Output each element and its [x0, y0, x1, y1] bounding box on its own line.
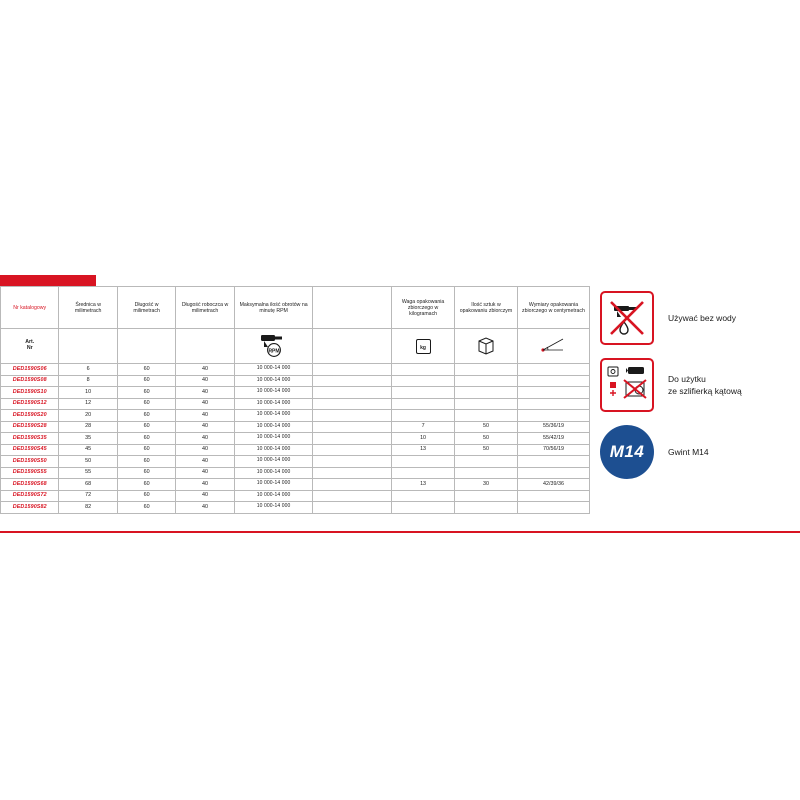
cell-length — [117, 479, 175, 491]
cell-quantity — [455, 410, 518, 422]
cell-dimensions-text: 55/36/19 — [542, 423, 564, 430]
cell-weight — [392, 421, 455, 433]
cell-dimensions-text: 70/56/19 — [542, 446, 564, 453]
info-label-angle-grinder-line2: ze szlifierką kątową — [668, 386, 742, 396]
cell-quantity — [455, 490, 518, 502]
art-nr-line2: Nr — [26, 345, 33, 351]
cell-weight — [392, 479, 455, 491]
cell-diameter-text: 45 — [85, 446, 92, 453]
cell-length — [117, 364, 175, 376]
m14-badge-text: M14 — [609, 442, 645, 461]
cell-length — [117, 502, 175, 514]
cell-rpm — [234, 421, 313, 433]
cell-catalog-no — [1, 421, 59, 433]
cell-working-length-text: 40 — [202, 446, 209, 453]
cell-diameter — [59, 467, 117, 479]
cell-blank — [313, 479, 392, 491]
cell-dimensions-text: 55/42/19 — [542, 434, 564, 441]
cell-length — [117, 421, 175, 433]
cell-catalog-no — [1, 398, 59, 410]
cell-quantity — [455, 398, 518, 410]
cell-dimensions — [517, 467, 589, 479]
angle-grinder-icon — [600, 358, 654, 412]
cell-rpm-text: 10 000-14 000 — [256, 480, 291, 487]
cell-length-text: 60 — [143, 377, 150, 384]
cell-length-text: 60 — [143, 469, 150, 476]
cell-rpm — [234, 479, 313, 491]
cell-working-length — [176, 387, 234, 399]
info-item-angle-grinder — [600, 358, 800, 412]
cell-dimensions-text: 42/39/36 — [542, 480, 564, 487]
kg-weight-icon — [392, 329, 455, 364]
cell-length — [117, 456, 175, 468]
cell-quantity-text: 50 — [483, 446, 489, 453]
kg-badge-glyph: kg — [416, 339, 431, 354]
cell-rpm-text: 10 000-14 000 — [256, 503, 291, 510]
cell-blank — [313, 387, 392, 399]
m14-thread-badge — [600, 425, 654, 479]
cell-working-length-text: 40 — [202, 365, 209, 372]
cell-blank — [313, 375, 392, 387]
cell-catalog-no-text: DED1590S55 — [12, 469, 47, 476]
cell-blank — [313, 502, 392, 514]
cell-working-length — [176, 421, 234, 433]
info-label-angle-grinder-line1: Do użytku — [668, 373, 706, 384]
cell-catalog-no-text: DED1590S45 — [12, 446, 47, 453]
cell-diameter — [59, 433, 117, 445]
cell-catalog-no — [1, 490, 59, 502]
spec-sheet — [0, 275, 800, 535]
cell-dimensions — [517, 444, 589, 456]
cell-diameter-text: 8 — [86, 377, 90, 384]
top-bar-white-gap — [96, 275, 800, 286]
info-label-no-water: Używać bez wody — [668, 312, 737, 323]
cell-diameter — [59, 502, 117, 514]
cell-length-text: 60 — [143, 434, 150, 441]
cell-blank — [313, 444, 392, 456]
table-row — [1, 387, 590, 399]
cell-rpm — [234, 444, 313, 456]
cell-catalog-no-text: DED1590S12 — [12, 400, 47, 407]
cell-weight — [392, 398, 455, 410]
cell-catalog-no — [1, 502, 59, 514]
cell-length-text: 60 — [143, 423, 150, 430]
col-header-weight: Waga opakowania zbiorczego w kilogramach — [392, 287, 455, 329]
cell-length — [117, 444, 175, 456]
col-header-quantity: Ilość sztuk w opakowaniu zbiorczym — [455, 287, 518, 329]
cell-catalog-no-text: DED1590S28 — [12, 423, 47, 430]
cell-length-text: 60 — [143, 457, 150, 464]
cell-dimensions — [517, 375, 589, 387]
header-icon-cell-length — [117, 329, 175, 364]
cell-working-length-text: 40 — [202, 411, 209, 418]
cell-quantity-text: 50 — [483, 423, 489, 430]
cell-working-length — [176, 502, 234, 514]
cell-working-length-text: 40 — [202, 377, 209, 384]
cell-quantity — [455, 421, 518, 433]
cell-weight — [392, 456, 455, 468]
cell-catalog-no-text: DED1590S35 — [12, 434, 47, 441]
table-row — [1, 502, 590, 514]
cell-length — [117, 433, 175, 445]
cell-working-length — [176, 410, 234, 422]
col-header-dimensions: Wymiary opakowania zbiorczego w centymetrach — [517, 287, 589, 329]
cell-working-length — [176, 364, 234, 376]
cell-weight-text: 10 — [420, 434, 427, 441]
cell-catalog-no-text: DED1590S08 — [12, 377, 47, 384]
cell-weight — [392, 364, 455, 376]
cell-rpm-text: 10 000-14 000 — [256, 411, 291, 418]
cell-rpm-text: 10 000-14 000 — [256, 491, 291, 498]
cell-dimensions — [517, 479, 589, 491]
cell-dimensions — [517, 502, 589, 514]
cell-catalog-no — [1, 364, 59, 376]
cell-quantity — [455, 375, 518, 387]
cell-rpm-text: 10 000-14 000 — [256, 399, 291, 406]
table-header-icon-row — [1, 329, 590, 364]
cell-diameter-text: 35 — [85, 434, 92, 441]
cell-catalog-no — [1, 467, 59, 479]
cell-catalog-no — [1, 479, 59, 491]
cell-diameter — [59, 421, 117, 433]
cell-working-length-text: 40 — [202, 469, 209, 476]
cell-dimensions — [517, 490, 589, 502]
cell-diameter — [59, 364, 117, 376]
table-row — [1, 364, 590, 376]
cell-working-length-text: 40 — [202, 423, 209, 430]
header-icon-cell-working-length — [176, 329, 234, 364]
col-header-diameter: Średnica w milimetrach — [59, 287, 117, 329]
info-item-m14-thread — [600, 425, 800, 479]
cell-length — [117, 375, 175, 387]
cell-weight — [392, 467, 455, 479]
table-row — [1, 421, 590, 433]
carton-box-icon — [455, 329, 518, 364]
cell-quantity — [455, 364, 518, 376]
cell-diameter-text: 55 — [85, 469, 92, 476]
cell-quantity — [455, 444, 518, 456]
cell-diameter-text: 6 — [86, 365, 90, 372]
cell-rpm — [234, 502, 313, 514]
col-header-blank — [313, 287, 392, 329]
info-label-m14: Gwint M14 — [668, 446, 709, 457]
cell-catalog-no — [1, 444, 59, 456]
rpm-drill-icon — [234, 329, 313, 364]
table-row — [1, 456, 590, 468]
cell-working-length-text: 40 — [202, 457, 209, 464]
cell-working-length — [176, 490, 234, 502]
table-row — [1, 490, 590, 502]
cell-rpm — [234, 433, 313, 445]
col-header-catalog-no: Nr katalogowy — [1, 287, 59, 329]
info-panel — [600, 291, 800, 492]
bottom-red-rule — [0, 531, 800, 533]
table-row — [1, 433, 590, 445]
cell-rpm-text: 10 000-14 000 — [256, 445, 291, 452]
cell-weight — [392, 410, 455, 422]
cell-working-length — [176, 456, 234, 468]
header-icon-cell-blank — [313, 329, 392, 364]
cell-weight-text: 13 — [420, 480, 427, 487]
cell-length — [117, 387, 175, 399]
table-row — [1, 479, 590, 491]
cell-working-length-text: 40 — [202, 492, 209, 499]
cell-quantity — [455, 387, 518, 399]
cell-weight-text: 13 — [420, 446, 427, 453]
cell-catalog-no — [1, 375, 59, 387]
cell-rpm — [234, 456, 313, 468]
info-item-no-water — [600, 291, 800, 345]
cell-working-length-text: 40 — [202, 503, 209, 510]
cell-weight — [392, 375, 455, 387]
cell-catalog-no-text: DED1590S68 — [12, 480, 47, 487]
cell-quantity — [455, 433, 518, 445]
cell-quantity-text: 50 — [483, 434, 489, 441]
cell-length-text: 60 — [143, 388, 150, 395]
spec-table-wrapper — [0, 286, 590, 514]
cell-dimensions — [517, 398, 589, 410]
cell-rpm-text: 10 000-14 000 — [256, 388, 291, 395]
art-nr-line1: Art. — [25, 339, 35, 346]
cell-blank — [313, 410, 392, 422]
cell-length — [117, 410, 175, 422]
cell-working-length — [176, 444, 234, 456]
cell-rpm-text: 10 000-14 000 — [256, 457, 291, 464]
cell-weight — [392, 387, 455, 399]
cell-rpm-text: 10 000-14 000 — [256, 422, 291, 429]
table-row — [1, 375, 590, 387]
cell-catalog-no-text: DED1590S10 — [12, 388, 47, 395]
cell-catalog-no-text: DED1590S50 — [12, 457, 47, 464]
cell-diameter-text: 72 — [85, 492, 92, 499]
cell-working-length — [176, 375, 234, 387]
cell-diameter-text: 12 — [85, 400, 92, 407]
cell-rpm-text: 10 000-14 000 — [256, 376, 291, 383]
cell-rpm — [234, 364, 313, 376]
cell-diameter-text: 20 — [85, 411, 92, 418]
table-header-text-row — [1, 287, 590, 329]
cell-length — [117, 467, 175, 479]
cell-quantity — [455, 467, 518, 479]
cell-length-text: 60 — [143, 446, 150, 453]
cell-diameter — [59, 410, 117, 422]
svg-text:RPM: RPM — [268, 347, 280, 354]
cell-diameter — [59, 490, 117, 502]
cell-weight — [392, 490, 455, 502]
table-row — [1, 398, 590, 410]
cell-catalog-no — [1, 433, 59, 445]
cell-rpm — [234, 398, 313, 410]
cell-rpm — [234, 490, 313, 502]
cell-rpm — [234, 387, 313, 399]
header-icon-cell-diameter — [59, 329, 117, 364]
table-row — [1, 467, 590, 479]
cell-weight — [392, 444, 455, 456]
cell-diameter-text: 10 — [85, 388, 92, 395]
cell-diameter-text: 82 — [85, 503, 92, 510]
cell-catalog-no-text: DED1590S06 — [12, 365, 47, 372]
col-header-working-length: Długość roboczca w milimetrach — [176, 287, 234, 329]
cell-dimensions — [517, 410, 589, 422]
col-header-rpm: Maksymalna ilość obrotów na minutę RPM — [234, 287, 313, 329]
cell-diameter — [59, 456, 117, 468]
spec-table — [0, 286, 590, 514]
no-water-icon — [600, 291, 654, 345]
cell-dimensions — [517, 456, 589, 468]
cell-diameter-text: 68 — [85, 480, 92, 487]
cell-length-text: 60 — [143, 365, 150, 372]
cell-dimensions — [517, 364, 589, 376]
cell-working-length-text: 40 — [202, 400, 209, 407]
cell-diameter — [59, 387, 117, 399]
spec-table-body — [1, 364, 590, 514]
cell-working-length-text: 40 — [202, 434, 209, 441]
cell-length-text: 60 — [143, 480, 150, 487]
cell-weight — [392, 502, 455, 514]
art-nr-label — [1, 329, 59, 364]
cell-blank — [313, 398, 392, 410]
cell-blank — [313, 433, 392, 445]
cell-blank — [313, 456, 392, 468]
cell-quantity-text: 30 — [483, 480, 489, 487]
cell-working-length — [176, 479, 234, 491]
cell-quantity — [455, 456, 518, 468]
col-header-length: Długość w milimetrach — [117, 287, 175, 329]
cell-weight-text: 7 — [421, 423, 425, 430]
cell-diameter — [59, 479, 117, 491]
cell-rpm — [234, 467, 313, 479]
cell-dimensions — [517, 421, 589, 433]
cell-catalog-no-text: DED1590S20 — [12, 411, 47, 418]
cell-length — [117, 490, 175, 502]
cell-rpm — [234, 375, 313, 387]
cell-blank — [313, 490, 392, 502]
cell-diameter-text: 28 — [85, 423, 92, 430]
cell-blank — [313, 421, 392, 433]
cell-rpm — [234, 410, 313, 422]
cell-catalog-no-text: DED1590S72 — [12, 492, 47, 499]
cell-length — [117, 398, 175, 410]
cell-catalog-no — [1, 410, 59, 422]
cell-diameter-text: 50 — [85, 457, 92, 464]
cell-quantity — [455, 502, 518, 514]
cell-dimensions — [517, 433, 589, 445]
cell-length-text: 60 — [143, 492, 150, 499]
cell-rpm-text: 10 000-14 000 — [256, 365, 291, 372]
cell-length-text: 60 — [143, 503, 150, 510]
cell-working-length — [176, 398, 234, 410]
cell-quantity — [455, 479, 518, 491]
cell-catalog-no — [1, 387, 59, 399]
cell-working-length-text: 40 — [202, 388, 209, 395]
dimensions-icon — [517, 329, 589, 364]
cell-working-length — [176, 433, 234, 445]
cell-diameter — [59, 375, 117, 387]
cell-catalog-no — [1, 456, 59, 468]
cell-length-text: 60 — [143, 400, 150, 407]
cell-weight — [392, 433, 455, 445]
cell-rpm-text: 10 000-14 000 — [256, 434, 291, 441]
table-row — [1, 410, 590, 422]
info-label-angle-grinder — [668, 373, 742, 398]
cell-rpm-text: 10 000-14 000 — [256, 468, 291, 475]
cell-catalog-no-text: DED1590S82 — [12, 503, 47, 510]
cell-blank — [313, 467, 392, 479]
cell-working-length-text: 40 — [202, 480, 209, 487]
table-row — [1, 444, 590, 456]
cell-working-length — [176, 467, 234, 479]
cell-diameter — [59, 398, 117, 410]
cell-diameter — [59, 444, 117, 456]
cell-dimensions — [517, 387, 589, 399]
cell-blank — [313, 364, 392, 376]
cell-length-text: 60 — [143, 411, 150, 418]
